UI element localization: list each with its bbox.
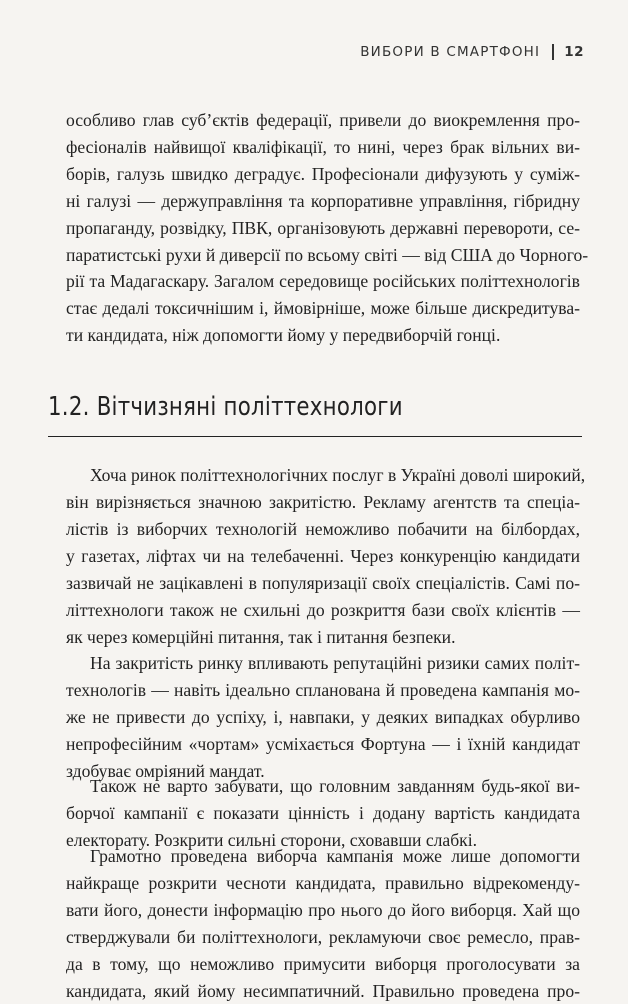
paragraph: [66, 843, 580, 1004]
header-separator: [552, 44, 554, 60]
text-line: Грамотно проведена виборча кампанія може лише допомогти: [90, 846, 580, 866]
text-line: найкраще розкрити чесноти кандидата, правильно відрекоменду-: [66, 872, 580, 893]
text-line: він вирізняється значною закритістю. Рекламу агентств та спеціа-: [66, 492, 580, 512]
paragraph: [66, 107, 589, 349]
text-line: кандидата, який йому несимпатичний. Правильно проведена про-: [66, 980, 580, 1001]
text-line: же не привести до успіху, і, навпаки, у деяких випадках обурливо: [66, 706, 580, 727]
text-line: пропаганду, розвідку, ПВК, організовують державні перевороти, се-: [66, 217, 580, 238]
text-line: На закритість ринку впливають репутаційні ризики самих політ-: [90, 653, 580, 673]
text-line: да в тому, що неможливо примусити виборця проголосувати за: [66, 953, 580, 974]
section-heading: [48, 392, 582, 437]
text-line: паратистські рухи й диверсії по всьому світі — від США до Чорного-: [66, 244, 589, 265]
paragraph: [66, 462, 586, 489]
text-line: ні галузі — держуправління та корпоративне управління, гібридну: [66, 190, 580, 211]
section-body-p3: [66, 773, 580, 854]
intro-paragraph: [66, 107, 589, 349]
section-body-p2: [66, 650, 580, 785]
text-line: борів, галузь швидко деградує. Професіонали дифузують у суміж-: [66, 163, 580, 184]
text-line: Також не варто забувати, що головним завданням будь-якої ви-: [90, 776, 580, 796]
running-header: [360, 44, 584, 60]
text-line: лістів із виборчих технологій неможливо побачити на білбордах,: [66, 518, 580, 539]
text-line: Хоча ринок політтехнологічних послуг в Україні доволі широкий,: [90, 465, 586, 485]
text-line: як через комерційні питання, так і питання безпеки.: [66, 626, 456, 647]
section-title: 1.2. Вітчизняні політтехнологи: [48, 392, 403, 422]
text-line: здобуває омріяний мандат.: [66, 760, 265, 781]
text-line: рії та Мадагаскару. Загалом середовище російських політтехнологів: [66, 271, 580, 292]
text-line: борчої кампанії є показати цінність і додану вартість кандидата: [66, 802, 580, 823]
section-body: [66, 462, 586, 489]
text-line: вати його, донести інформацію про нього до його виборця. Хай що: [66, 899, 580, 920]
text-line: непрофесійним «чортам» усміхається Фортуна — і їхній кандидат: [66, 733, 580, 754]
section-body-cont: [66, 489, 580, 650]
text-line: стає дедалі токсичнішим і, ймовірніше, може більше дискредитува-: [66, 298, 580, 319]
text-line: зазвичай не зацікавлені в популяризації своїх спеціалістів. Самі по-: [66, 572, 580, 593]
running-title: ВИБОРИ В СМАРТФОНІ: [360, 44, 541, 60]
text-line: електорату. Розкрити сильні сторони, сховавши слабкі.: [66, 829, 478, 850]
text-line: технологів — навіть ідеально спланована й проведена кампанія мо-: [66, 679, 580, 700]
paragraph: [66, 773, 580, 854]
text-line: літтехнологи також не схильні до розкриття бази своїх клієнтів —: [66, 599, 580, 620]
page-number: 12: [564, 44, 584, 60]
paragraph: [66, 489, 580, 650]
text-line: фесіоналів найвищої кваліфікації, то нині, через брак вільних ви-: [66, 136, 580, 157]
text-line: у газетах, ліфтах чи на телебаченні. Через конкуренцію кандидати: [66, 545, 580, 566]
text-line: стверджували би політтехнологи, рекламуючи своє ремесло, прав-: [66, 926, 580, 947]
paragraph: [66, 650, 580, 785]
section-body-p4: [66, 843, 580, 1004]
text-line: ти кандидата, ніж допомогти йому у передвиборчій гонці.: [66, 325, 501, 346]
text-line: особливо глав суб’єктів федерації, привели до виокремлення про-: [66, 110, 580, 130]
